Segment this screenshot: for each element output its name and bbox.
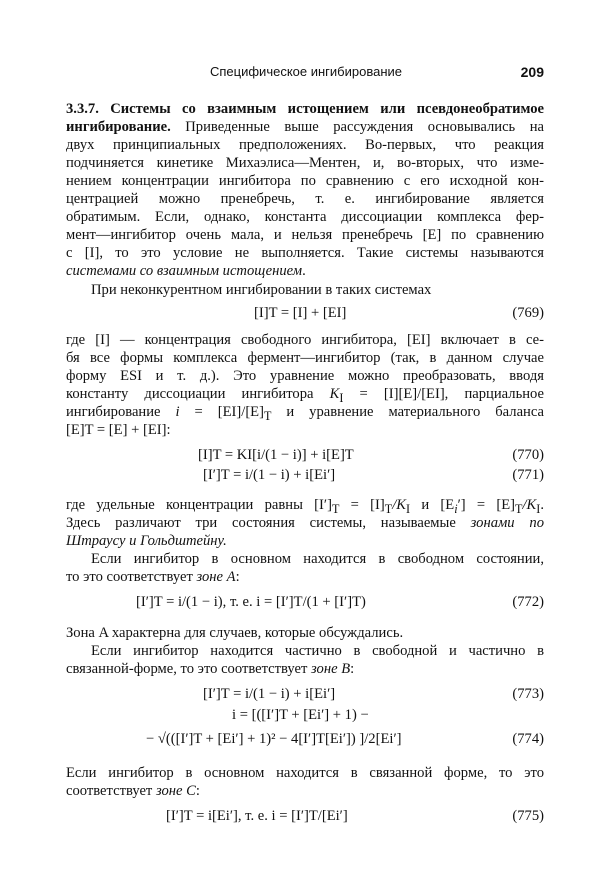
text-fragment: .: [302, 263, 306, 279]
text-fragment: константу диссоциации ингибитора: [66, 386, 330, 402]
text-line-21: Если ингибитор в основном находится в свободном состоянии,: [91, 551, 544, 567]
equation-number-771: (771): [512, 467, 544, 483]
equation-number-770: (770): [512, 447, 544, 463]
text-fragment: соответствует: [66, 783, 156, 799]
text-line-15: [66, 385, 544, 403]
text-line-2: [66, 118, 544, 136]
text-fragment: и [E: [410, 497, 455, 513]
text-line-19: [66, 514, 544, 532]
text-fragment: T: [384, 501, 393, 516]
text-line-10: [66, 262, 544, 280]
text-line-13: бя все формы комплекса фермент—ингибитор (так, в данном случае: [66, 350, 544, 366]
section-heading-cont: ингибирование.: [66, 119, 171, 135]
text-fragment: то это соответствует: [66, 569, 197, 585]
text-fragment: /K: [392, 497, 406, 513]
text-fragment: :: [235, 569, 240, 585]
text-line-22: [66, 568, 544, 586]
page-number: 209: [520, 64, 544, 80]
text-fragment: T: [263, 408, 272, 423]
text-line-16: [66, 403, 544, 421]
text-line-6: центрацией можно пренебречь, т. е. ингибирование является: [66, 191, 544, 207]
section-heading: 3.3.7. Системы со взаимным истощением или псевдонеобратимое: [66, 101, 544, 117]
text-fragment: = [EI]/[E]: [179, 404, 264, 420]
text-fragment: i: [454, 501, 458, 516]
equation-769: [I]T = [I] + [EI]: [254, 305, 347, 321]
text-fragment: ингибирование: [66, 404, 176, 420]
equation-775: [I′]T = i[Ei′], т. е. i = [I′]T/[Ei′]: [166, 808, 348, 824]
term-zone-a: зоне A: [196, 569, 236, 585]
term-zones: зонами по: [470, 515, 545, 531]
equation-number-773: (773): [512, 686, 544, 702]
text-fragment: :: [195, 783, 200, 799]
text-line-7: обратимым. Если, однако, константа диссоциации комплекса фер-: [66, 209, 544, 225]
text-fragment: = [I]: [339, 497, 385, 513]
equation-771: [I′]T = i/(1 − i) + i[Ei′]: [203, 467, 336, 483]
equation-number-774: (774): [512, 731, 544, 747]
text-line-4: подчиняется кинетике Михаэлиса—Ментен, и, во-вторых, что изме-: [66, 155, 544, 171]
text-fragment: i: [175, 404, 180, 420]
text-line-27: [66, 782, 544, 800]
text-fragment: где удельные концентрации равны [I′]: [66, 497, 332, 513]
text-line-8: мент—ингибитор очень мала, и нельзя пренебречь [E] по сравнению: [66, 227, 544, 243]
text-fragment: Приведенные выше рассуждения основывались на: [185, 119, 545, 135]
text-fragment: :: [350, 661, 355, 677]
equation-number-775: (775): [512, 808, 544, 824]
equation-773: [I′]T = i/(1 − i) + i[Ei′]: [203, 686, 336, 702]
text-fragment: ′] = [E]: [457, 497, 516, 513]
text-line-9: с [I], то это условие не выполняется. Такие системы называются: [66, 245, 544, 261]
term-mutual-depletion: системами со взаимным истощением: [66, 263, 303, 279]
text-line-12: где [I] — концентрация свободного ингибитора, [EI] включает в се-: [66, 332, 544, 348]
term-zone-c: зоне C: [155, 783, 196, 799]
text-fragment: = [I][E]/[EI], парциальное: [343, 386, 544, 402]
text-line-26: Если ингибитор в основном находится в связанной форме, то это: [66, 765, 544, 781]
text-line-25: [66, 660, 544, 678]
equation-number-772: (772): [512, 594, 544, 610]
text-fragment: I: [536, 501, 541, 516]
equation-number-769: (769): [512, 305, 544, 321]
text-fragment: Здесь различают три состояния системы, называемые: [66, 515, 471, 531]
text-fragment: T: [515, 501, 523, 516]
text-fragment: I: [339, 390, 344, 405]
text-line-18: [66, 496, 544, 514]
text-line-14: форму ESI и т. д.). Это уравнение можно преобразовать, вводя: [66, 368, 544, 384]
text-fragment: связанной-форме, то это соответствует: [66, 661, 312, 677]
equation-770: [I]T = KI[i/(1 − i)] + i[E]T: [198, 447, 354, 463]
text-line-17: [E]T = [E] + [EI]:: [66, 422, 171, 438]
text-line-5: нением концентрации ингибитора по сравнению с его исходной кон-: [66, 173, 544, 189]
text-fragment: и уравнение материального баланса: [271, 404, 544, 420]
text-fragment: .: [540, 497, 544, 513]
text-line-3: двух принципиальных предположениях. Во-первых, что реакция: [66, 137, 544, 153]
term-zone-b: зоне B: [311, 661, 351, 677]
page-header: [66, 64, 544, 84]
text-fragment: I: [405, 501, 411, 516]
running-title: Специфическое ингибирование: [210, 64, 403, 79]
text-line-11: При неконкурентном ингибировании в таких системах: [91, 282, 432, 298]
text-line-20: Штраусу и Гольдштейну.: [66, 533, 227, 549]
text-line-24: Если ингибитор находится частично в свободной и частично в: [91, 643, 544, 659]
text-line-23: Зона A характерна для случаев, которые обсуждались.: [66, 625, 404, 641]
text-fragment: /K: [522, 497, 537, 513]
equation-772: [I′]T = i/(1 − i), т. е. i = [I′]T/(1 + [I′]T): [136, 594, 366, 610]
equation-774-line-1: i = [([I′]T + [Ei′] + 1) −: [232, 707, 369, 723]
text-fragment: K: [329, 386, 340, 402]
text-fragment: T: [331, 501, 340, 516]
equation-774-line-2: − √(([I′]T + [Ei′] + 1)² − 4[I′]T[Ei′]) ]/2[Ei′]: [146, 731, 402, 747]
